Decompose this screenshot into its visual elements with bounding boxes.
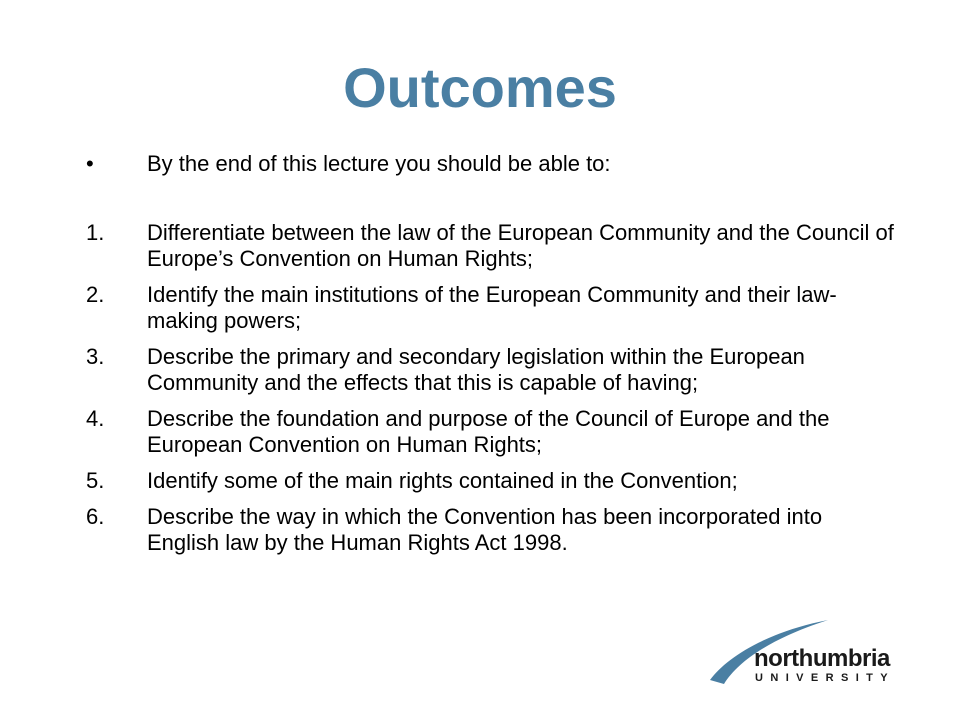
outcome-item (86, 504, 896, 556)
outcome-text: Differentiate between the law of the European Community and the Council of Europe’s Convention on Human Rights; (147, 220, 894, 271)
outcome-item (86, 220, 896, 272)
bullet-icon: • (86, 151, 94, 176)
outcome-number: 5. (86, 468, 105, 493)
outcomes-list (86, 220, 896, 566)
outcome-text: Identify some of the main rights contained in the Convention; (147, 468, 738, 493)
outcome-item (86, 468, 896, 494)
outcome-text: Describe the way in which the Convention has been incorporated into English law by the Human Rights Act 1998. (147, 504, 823, 555)
outcome-item (86, 344, 896, 396)
outcome-number: 6. (86, 504, 105, 529)
outcome-number: 4. (86, 406, 105, 431)
outcome-text: Describe the primary and secondary legislation within the European Community and the effects that this is capable of having; (147, 344, 805, 395)
logo-wordmark: northumbria (754, 645, 890, 672)
outcome-item (86, 406, 896, 458)
outcome-number: 1. (86, 220, 105, 245)
slide-title: Outcomes (343, 56, 617, 119)
logo-subtitle: UNIVERSITY (755, 672, 896, 684)
outcome-number: 2. (86, 282, 105, 307)
outcome-text: Identify the main institutions of the European Community and their law-making powers; (147, 282, 837, 333)
northumbria-logo (706, 618, 906, 690)
outcome-number: 3. (86, 344, 105, 369)
outcome-item (86, 282, 896, 334)
intro-text: By the end of this lecture you should be able to: (147, 151, 611, 176)
outcome-text: Describe the foundation and purpose of the Council of Europe and the European Convention on Human Rights; (147, 406, 830, 457)
